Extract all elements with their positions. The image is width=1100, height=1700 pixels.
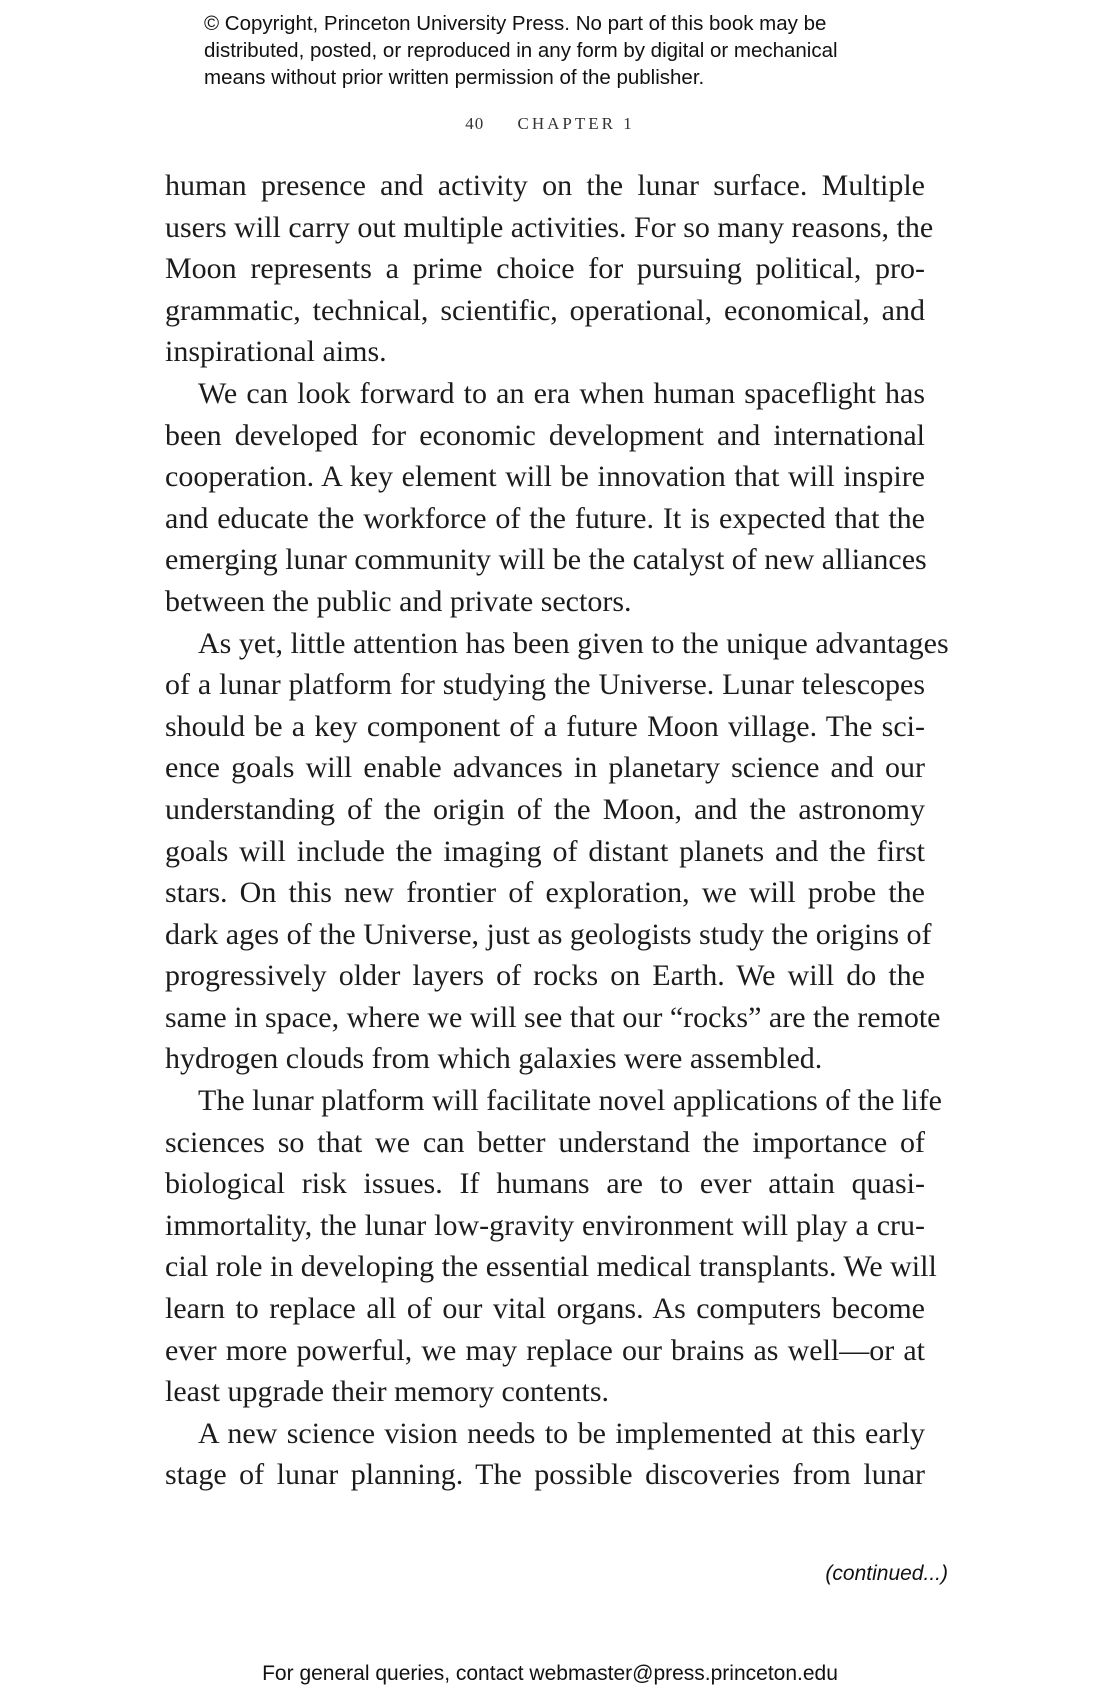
continued-note: (continued...) [825, 1562, 948, 1585]
text-line: been developed for economic development and international [165, 418, 925, 452]
body-text [165, 165, 949, 1496]
text-line: dark ages of the Universe, just as geologists study the origins of [165, 917, 932, 951]
text-line: of a lunar platform for studying the Universe. Lunar telescopes [165, 668, 925, 702]
text-line: same in space, where we will see that our “rocks” are the remote [165, 1000, 941, 1034]
text-line: sciences so that we can better understand the importance of [165, 1125, 925, 1159]
text-line: should be a key component of a future Moon village. The sci- [165, 709, 925, 743]
text-line: goals will include the imaging of distant planets and the first [165, 834, 925, 868]
footer-contact: For general queries, contact webmaster@press.princeton.edu [262, 1662, 838, 1685]
copyright-line: means without prior written permission of the publisher. [204, 66, 705, 89]
text-line: understanding of the origin of the Moon, and the astronomy [165, 792, 925, 826]
text-line: The lunar platform will facilitate novel applications of the life [198, 1084, 942, 1118]
text-line: users will carry out multiple activities. For so many reasons, the [165, 210, 934, 244]
text-line: ever more powerful, we may replace our brains as well—or at [165, 1333, 925, 1367]
copyright-line: © Copyright, Princeton University Press. No part of this book may be [204, 12, 827, 35]
running-head [0, 114, 1100, 134]
text-line: emerging lunar community will be the catalyst of new alliances [165, 543, 927, 577]
text-line: human presence and activity on the lunar surface. Multiple [165, 169, 925, 202]
copyright-line: distributed, posted, or reproduced in any form by digital or mechanical [204, 39, 838, 62]
text-line: progressively older layers of rocks on Earth. We will do the [165, 959, 925, 993]
text-line: grammatic, technical, scientific, operational, economical, and [165, 293, 925, 327]
text-line: stage of lunar planning. The possible discoveries from lunar [165, 1458, 925, 1492]
text-line: ence goals will enable advances in planetary science and our [165, 751, 925, 785]
page-number: 40 [465, 114, 485, 133]
text-line: least upgrade their memory contents. [165, 1375, 610, 1409]
text-line: and educate the workforce of the future. It is expected that the [165, 501, 925, 535]
text-line: inspirational aims. [165, 335, 387, 369]
text-line: between the public and private sectors. [165, 584, 632, 618]
text-line: immortality, the lunar low-gravity environment will play a cru- [165, 1208, 925, 1242]
text-line: As yet, little attention has been given to the unique advantages [198, 626, 949, 660]
copyright-notice [204, 10, 944, 91]
text-line: stars. On this new frontier of exploration, we will probe the [165, 876, 925, 910]
text-line: A new science vision needs to be implemented at this early [198, 1416, 925, 1450]
chapter-label: CHAPTER 1 [517, 114, 635, 133]
text-line: We can look forward to an era when human spaceflight has [198, 376, 925, 410]
text-line: hydrogen clouds from which galaxies were assembled. [165, 1042, 823, 1076]
text-line: cooperation. A key element will be innovation that will inspire [165, 460, 925, 494]
text-line: biological risk issues. If humans are to ever attain quasi- [165, 1167, 925, 1201]
text-line: cial role in developing the essential medical transplants. We will [165, 1250, 937, 1284]
text-line: Moon represents a prime choice for pursuing political, pro- [165, 252, 925, 286]
text-line: learn to replace all of our vital organs. As computers become [165, 1292, 925, 1326]
